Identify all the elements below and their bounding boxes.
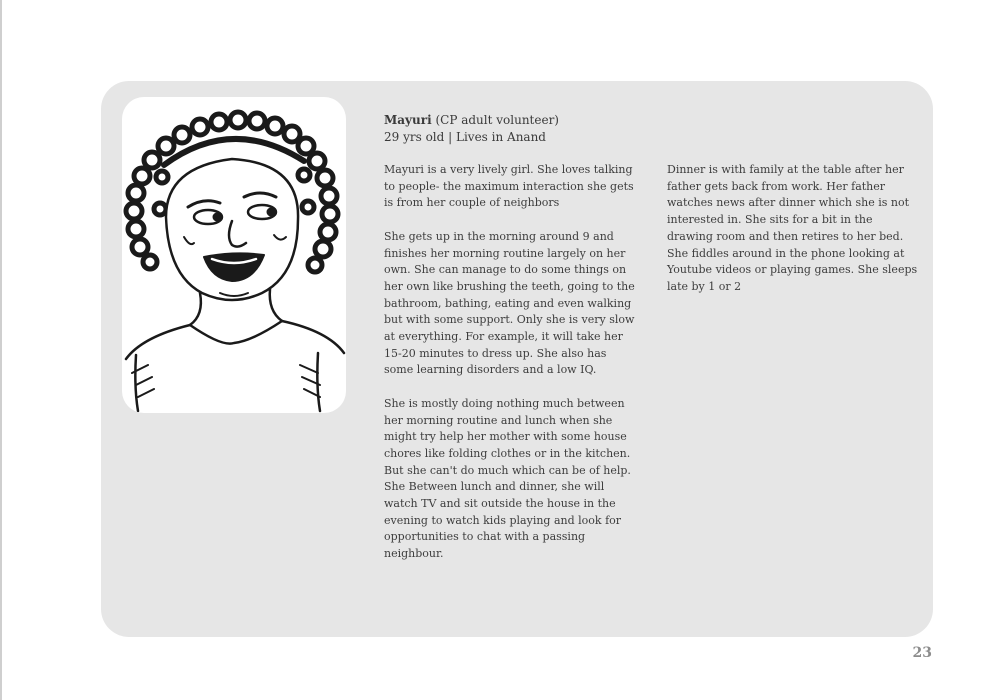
- right-text-column: [667, 162, 919, 312]
- persona-subtitle: 29 yrs old | Lives in Anand: [384, 130, 546, 144]
- paragraph-evening: Dinner is with family at the table after her father gets back from work. Her father watches news after dinner which she is not interested in. She sits for a bit in the drawing room and then retires to her bed. She fiddles around in the phone looking at Youtube videos or playing games. She sleeps late by 1 or 2: [667, 163, 918, 293]
- page-edge-line: [0, 0, 2, 700]
- page-number: 23: [912, 645, 932, 661]
- paragraph-intro: Mayuri is a very lively girl. She loves talking to people- the maximum interaction she gets is from her couple of neighbors: [384, 163, 634, 210]
- portrait-sketch-illustration: [122, 97, 346, 413]
- paragraph-morning-routine: She gets up in the morning around 9 and finishes her morning routine largely on her own. She can manage to do some things on her own like brushing the teeth, going to the bathroom, bathing, eating and even walking but with some support. Only she is very slow at everything. For example, it will take her 15-20 minutes to dress up. She also has some learning disorders and a low IQ.: [384, 229, 635, 377]
- left-text-column: [384, 162, 636, 580]
- paragraph-daytime: She is mostly doing nothing much between her morning routine and lunch when she might try help her mother with some house chores like folding clothes or in the kitchen. But she can't do much which can be of help. She Between lunch and dinner, she will watch TV and sit outside the house in the evening to watch kids playing and look for opportunities to chat with a passing neighbour.: [384, 396, 631, 561]
- persona-title: [384, 112, 644, 129]
- persona-portrait: [122, 97, 346, 413]
- persona-header: [384, 112, 644, 146]
- persona-name: Mayuri: [384, 113, 432, 127]
- persona-role: (CP adult volunteer): [431, 113, 559, 127]
